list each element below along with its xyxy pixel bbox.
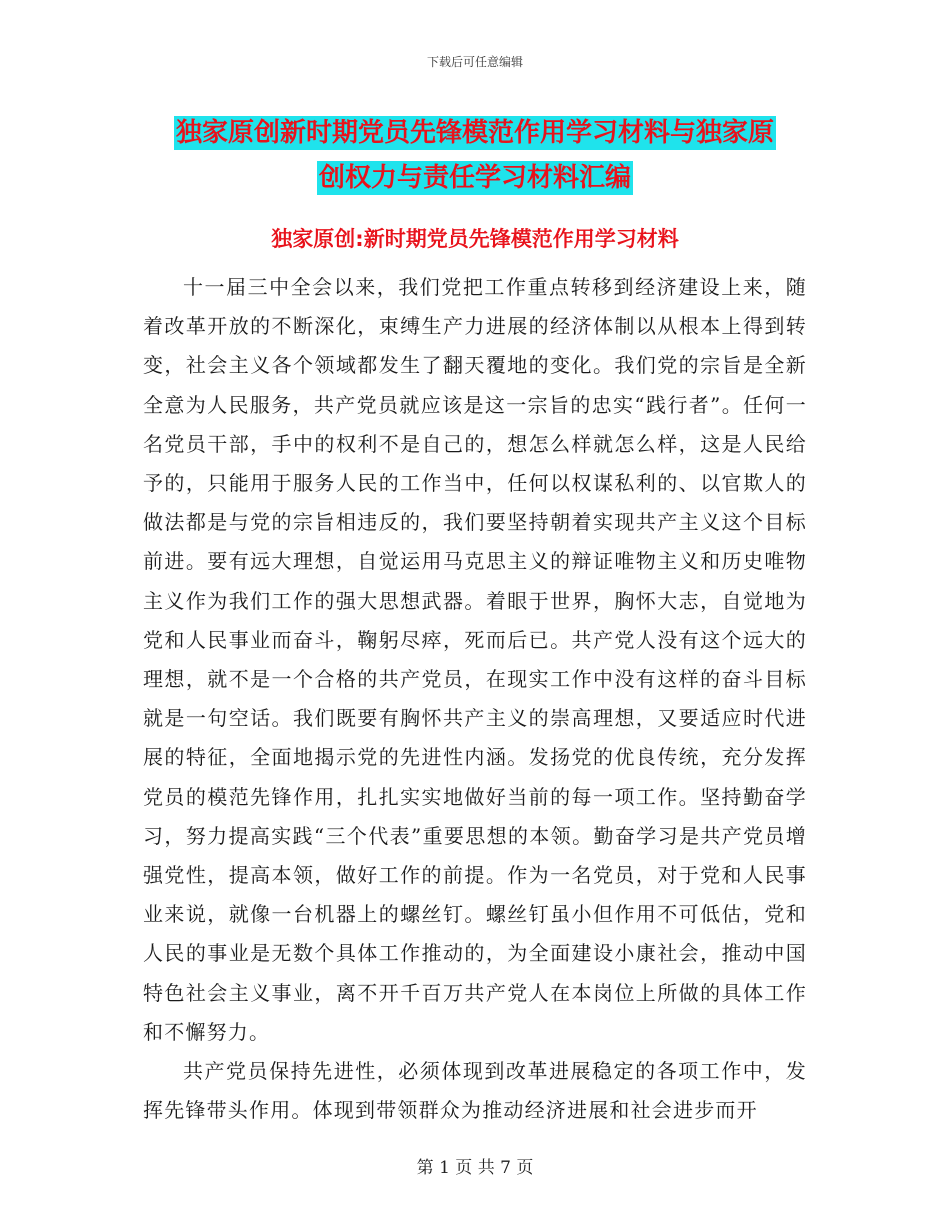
header-note: 下载后可任意编辑	[426, 55, 523, 69]
document-body	[143, 268, 807, 1130]
document-title-line-2	[0, 157, 950, 194]
document-title-line-1	[0, 112, 950, 149]
document-title-text-2: 创权力与责任学习材料汇编	[318, 163, 631, 193]
section-title: 独家原创:新时期党员先锋模范作用学习材料	[271, 227, 679, 251]
page-footer: 第 1 页 共 7 页	[416, 1158, 534, 1178]
paragraph-1: 十一届三中全会以来，我们党把工作重点转移到经济建设上来，随着改革开放的不断深化，束缚生产力进展的经济体制以从根本上得到转变，社会主义各个领域都发生了翻天覆地的变化。我们党的宗旨是全新全意为人民服务，共产党员就应该是这一宗旨的忠实“践行者”。任何一名党员干部，手中的权利不是自己的，想怎么样就怎么样，这是人民给予的，只能用于服务人民的工作当中，任何以权谋私利的、以官欺人的做法都是与党的宗旨相违反的，我们要坚持朝着实现共产主义这个目标前进。要有远大理想，自觉运用马克思主义的辩证唯物主义和历史唯物主义作为我们工作的强大思想武器。着眼于世界，胸怀大志，自觉地为党和人民事业而奋斗，鞠躬尽瘁，死而后已。共产党人没有这个远大的理想，就不是一个合格的共产党员，在现实工作中没有这样的奋斗目标就是一句空话。我们既要有胸怀共产主义的崇高理想，又要适应时代进展的特征，全面地揭示党的先进性内涵。发扬党的优良传统，充分发挥党员的模范先锋作用，扎扎实实地做好当前的每一项工作。坚持勤奋学习，努力提高实践“三个代表”重要思想的本领。勤奋学习是共产党员增强党性，提高本领，做好工作的前提。作为一名党员，对于党和人民事业来说，就像一台机器上的螺丝钉。螺丝钉虽小但作用不可低估，党和人民的事业是无数个具体工作推动的，为全面建设小康社会，推动中国特色社会主义事业，离不开千百万共产党人在本岗位上所做的具体工作和不懈努力。	[143, 275, 807, 1044]
paragraph-2: 共产党员保持先进性，必须体现到改革进展稳定的各项工作中，发挥先锋带头作用。体现到带领群众为推动经济进展和社会进步而开	[143, 1059, 807, 1123]
document-title-text-1: 独家原创新时期党员先锋模范作用学习材料与独家原	[175, 118, 774, 148]
